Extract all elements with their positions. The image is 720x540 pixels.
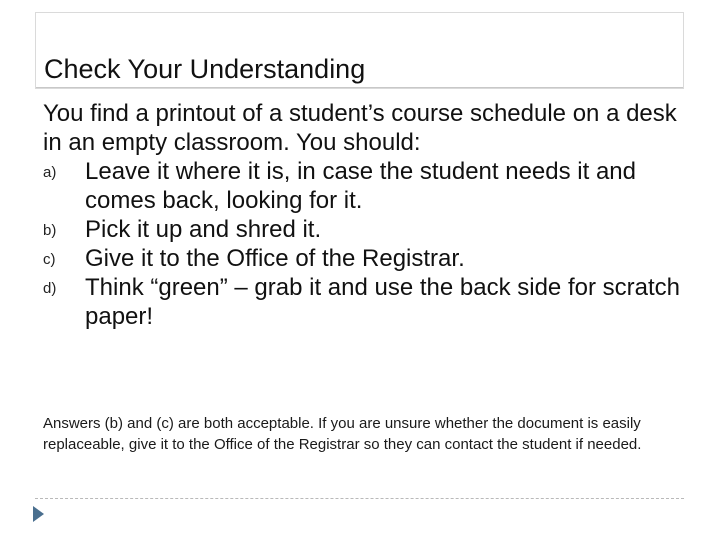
option-letter: d) [43, 280, 57, 297]
triangle-right-icon[interactable] [33, 506, 44, 522]
option-text: Think “green” – grab it and use the back side for scratch paper! [85, 274, 680, 330]
slide-title-box [35, 12, 684, 89]
option-text: Leave it where it is, in case the student needs it and comes back, looking for it. [85, 158, 637, 214]
answer-options [43, 157, 683, 331]
answer-explanation [43, 413, 693, 455]
option-letter: b) [43, 222, 57, 239]
question-block [43, 99, 683, 331]
question-text: You find a printout of a student’s course schedule on a desk in an empty classroom. You should: [43, 100, 677, 156]
footer-divider [35, 498, 684, 499]
slide-title: Check Your Understanding [44, 54, 366, 84]
option-text: Give it to the Office of the Registrar. [85, 245, 465, 272]
option-c [43, 244, 683, 273]
title-underline [36, 87, 683, 88]
option-b [43, 215, 683, 244]
option-d [43, 273, 683, 331]
option-letter: c) [43, 251, 56, 268]
option-a [43, 157, 683, 215]
option-letter: a) [43, 164, 57, 181]
answer-text: Answers (b) and (c) are both acceptable. If you are unsure whether the document is easily replaceable, give it to the Office of the Registrar so they can contact the student if needed. [43, 415, 642, 453]
option-text: Pick it up and shred it. [85, 216, 322, 243]
